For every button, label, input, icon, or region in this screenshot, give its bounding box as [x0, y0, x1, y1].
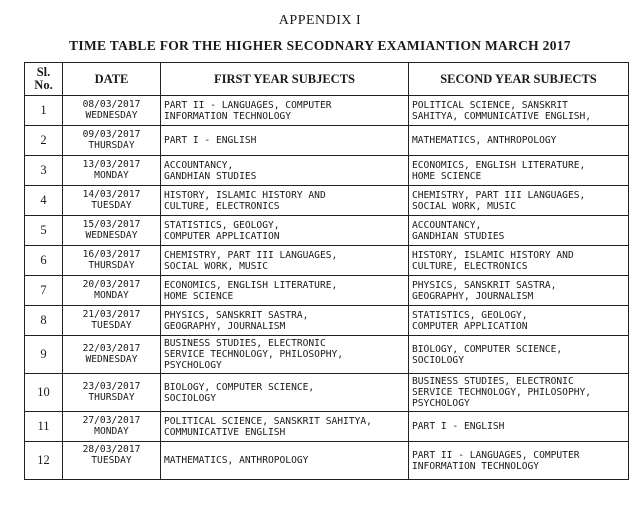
- day-value: THURSDAY: [88, 391, 135, 403]
- sl-no-cell: 5: [25, 216, 63, 246]
- header-sl-no: Sl. No.: [25, 63, 63, 96]
- date-cell: [63, 246, 161, 276]
- timetable: [24, 62, 629, 480]
- day-value: TUESDAY: [91, 454, 132, 466]
- table-row: [25, 186, 629, 216]
- table-row: [25, 156, 629, 186]
- second-year-cell: HISTORY, ISLAMIC HISTORY AND CULTURE, ELECTRONICS: [409, 246, 629, 276]
- date-value: 22/03/2017: [82, 343, 141, 354]
- first-year-cell: PART II - LANGUAGES, COMPUTER INFORMATION TECHNOLOGY: [161, 96, 409, 126]
- date-value: 23/03/2017: [82, 381, 141, 392]
- date-cell: [63, 186, 161, 216]
- sl-no-cell: 4: [25, 186, 63, 216]
- sl-no-cell: 2: [25, 126, 63, 156]
- header-second-year: SECOND YEAR SUBJECTS: [409, 63, 629, 96]
- sl-no-cell: 7: [25, 276, 63, 306]
- table-row: [25, 246, 629, 276]
- date-cell: [63, 276, 161, 306]
- table-row: [25, 126, 629, 156]
- table-row: [25, 336, 629, 374]
- date-cell: [63, 156, 161, 186]
- sl-no-cell: 1: [25, 96, 63, 126]
- first-year-cell: MATHEMATICS, ANTHROPOLOGY: [161, 442, 409, 480]
- first-year-cell: POLITICAL SCIENCE, SANSKRIT SAHITYA, COMMUNICATIVE ENGLISH: [161, 412, 409, 442]
- sl-no-cell: 6: [25, 246, 63, 276]
- document-title: TIME TABLE FOR THE HIGHER SECODNARY EXAMIANTION MARCH 2017: [69, 38, 571, 53]
- date-cell: [63, 96, 161, 126]
- date-value: 27/03/2017: [82, 415, 141, 426]
- sl-no-cell: 11: [25, 412, 63, 442]
- day-value: TUESDAY: [91, 199, 132, 211]
- date-cell: [63, 216, 161, 246]
- date-cell: [63, 412, 161, 442]
- date-value: 13/03/2017: [82, 159, 141, 170]
- date-value: 09/03/2017: [82, 129, 141, 140]
- second-year-cell: ACCOUNTANCY, GANDHIAN STUDIES: [409, 216, 629, 246]
- sl-no-cell: 12: [25, 442, 63, 480]
- date-cell: [63, 374, 161, 412]
- day-value: THURSDAY: [88, 259, 135, 271]
- day-value: WEDNESDAY: [85, 229, 138, 241]
- table-row: [25, 96, 629, 126]
- sl-no-cell: 3: [25, 156, 63, 186]
- first-year-cell: ACCOUNTANCY, GANDHIAN STUDIES: [161, 156, 409, 186]
- second-year-cell: STATISTICS, GEOLOGY, COMPUTER APPLICATION: [409, 306, 629, 336]
- day-value: WEDNESDAY: [85, 109, 138, 121]
- appendix-heading: APPENDIX I: [278, 13, 362, 28]
- table-row: [25, 442, 629, 480]
- day-value: THURSDAY: [88, 139, 135, 151]
- first-year-cell: STATISTICS, GEOLOGY, COMPUTER APPLICATION: [161, 216, 409, 246]
- second-year-cell: ECONOMICS, ENGLISH LITERATURE, HOME SCIENCE: [409, 156, 629, 186]
- first-year-cell: HISTORY, ISLAMIC HISTORY AND CULTURE, ELECTRONICS: [161, 186, 409, 216]
- first-year-cell: PART I - ENGLISH: [161, 126, 409, 156]
- date-cell: [63, 306, 161, 336]
- date-value: 21/03/2017: [82, 309, 141, 320]
- date-cell: [63, 442, 161, 480]
- date-value: 08/03/2017: [82, 99, 141, 110]
- second-year-cell: PART I - ENGLISH: [409, 412, 629, 442]
- table-row: [25, 216, 629, 246]
- table-row: [25, 306, 629, 336]
- day-value: WEDNESDAY: [85, 353, 138, 365]
- date-value: 15/03/2017: [82, 219, 141, 230]
- date-value: 16/03/2017: [82, 249, 141, 260]
- date-cell: [63, 336, 161, 374]
- date-value: 20/03/2017: [82, 279, 141, 290]
- second-year-cell: POLITICAL SCIENCE, SANSKRIT SAHITYA, COMMUNICATIVE ENGLISH,: [409, 96, 629, 126]
- second-year-cell: BIOLOGY, COMPUTER SCIENCE, SOCIOLOGY: [409, 336, 629, 374]
- header-date: DATE: [63, 63, 161, 96]
- first-year-cell: BUSINESS STUDIES, ELECTRONIC SERVICE TECHNOLOGY, PHILOSOPHY, PSYCHOLOGY: [161, 336, 409, 374]
- table-row: [25, 412, 629, 442]
- second-year-cell: BUSINESS STUDIES, ELECTRONIC SERVICE TECHNOLOGY, PHILOSOPHY, PSYCHOLOGY: [409, 374, 629, 412]
- sl-no-cell: 9: [25, 336, 63, 374]
- first-year-cell: PHYSICS, SANSKRIT SASTRA, GEOGRAPHY, JOURNALISM: [161, 306, 409, 336]
- header-row: [25, 63, 629, 96]
- day-value: MONDAY: [94, 169, 129, 181]
- date-value: 14/03/2017: [82, 189, 141, 200]
- date-cell: [63, 126, 161, 156]
- day-value: MONDAY: [94, 289, 129, 301]
- sl-no-cell: 10: [25, 374, 63, 412]
- second-year-cell: CHEMISTRY, PART III LANGUAGES, SOCIAL WORK, MUSIC: [409, 186, 629, 216]
- day-value: TUESDAY: [91, 319, 132, 331]
- second-year-cell: PHYSICS, SANSKRIT SASTRA, GEOGRAPHY, JOURNALISM: [409, 276, 629, 306]
- table-row: [25, 374, 629, 412]
- date-value: 28/03/2017: [82, 444, 141, 455]
- first-year-cell: BIOLOGY, COMPUTER SCIENCE, SOCIOLOGY: [161, 374, 409, 412]
- sl-no-cell: 8: [25, 306, 63, 336]
- second-year-cell: PART II - LANGUAGES, COMPUTER INFORMATION TECHNOLOGY: [409, 442, 629, 480]
- first-year-cell: ECONOMICS, ENGLISH LITERATURE, HOME SCIENCE: [161, 276, 409, 306]
- header-first-year: FIRST YEAR SUBJECTS: [161, 63, 409, 96]
- first-year-cell: CHEMISTRY, PART III LANGUAGES, SOCIAL WORK, MUSIC: [161, 246, 409, 276]
- day-value: MONDAY: [94, 425, 129, 437]
- second-year-cell: MATHEMATICS, ANTHROPOLOGY: [409, 126, 629, 156]
- table-row: [25, 276, 629, 306]
